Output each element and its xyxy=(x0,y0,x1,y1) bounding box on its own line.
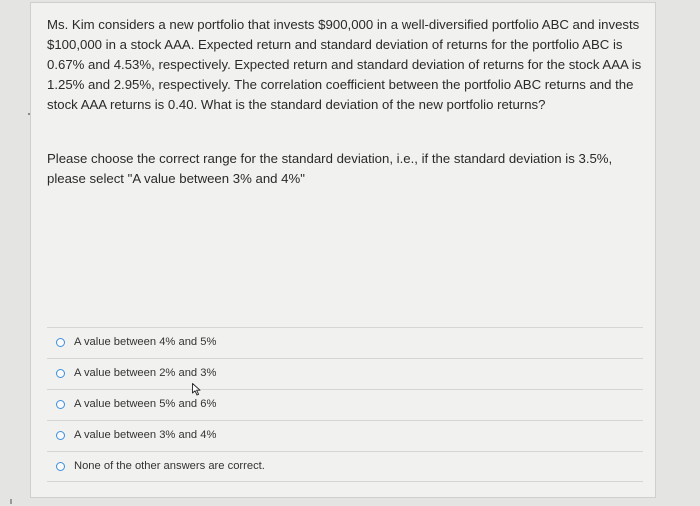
radio-button-icon[interactable] xyxy=(56,462,65,471)
question-text: Ms. Kim considers a new portfolio that invests $900,000 in a well-diversified portfolio ABC and invests $100,000 in a stock AAA. Expected return and standard deviation of returns for the portfolio ABC is 0.67% and 4.53%, respectively. Expected return and standard deviation of returns for the stock AAA is 1.25% and 2.95%, respectively. The correlation coefficient between the portfolio ABC returns and the stock AAA returns is 0.40. What is the standard deviation of the new portfolio returns? xyxy=(47,17,642,112)
answer-option-label[interactable]: A value between 3% and 4% xyxy=(74,429,217,441)
answer-option-label[interactable]: A value between 4% and 5% xyxy=(74,336,217,348)
answer-option-2[interactable] xyxy=(47,358,643,389)
instruction-text: Please choose the correct range for the standard deviation, i.e., if the standard deviation is 3.5%, please select "A value between 3% and 4%" xyxy=(47,151,613,186)
margin-mark xyxy=(10,499,12,504)
answer-option-1[interactable] xyxy=(47,327,643,358)
question-panel xyxy=(30,2,656,498)
radio-button-icon[interactable] xyxy=(56,338,65,347)
answer-option-5[interactable] xyxy=(47,451,643,482)
answer-option-label[interactable]: A value between 5% and 6% xyxy=(74,398,217,410)
answer-option-3[interactable] xyxy=(47,389,643,420)
answer-option-label[interactable]: A value between 2% and 3% xyxy=(74,367,217,379)
answer-options xyxy=(47,327,643,482)
radio-button-icon[interactable] xyxy=(56,369,65,378)
mouse-cursor-icon xyxy=(192,383,201,396)
answer-option-4[interactable] xyxy=(47,420,643,451)
radio-button-icon[interactable] xyxy=(56,400,65,409)
radio-button-icon[interactable] xyxy=(56,431,65,440)
answer-option-label[interactable]: None of the other answers are correct. xyxy=(74,460,265,472)
